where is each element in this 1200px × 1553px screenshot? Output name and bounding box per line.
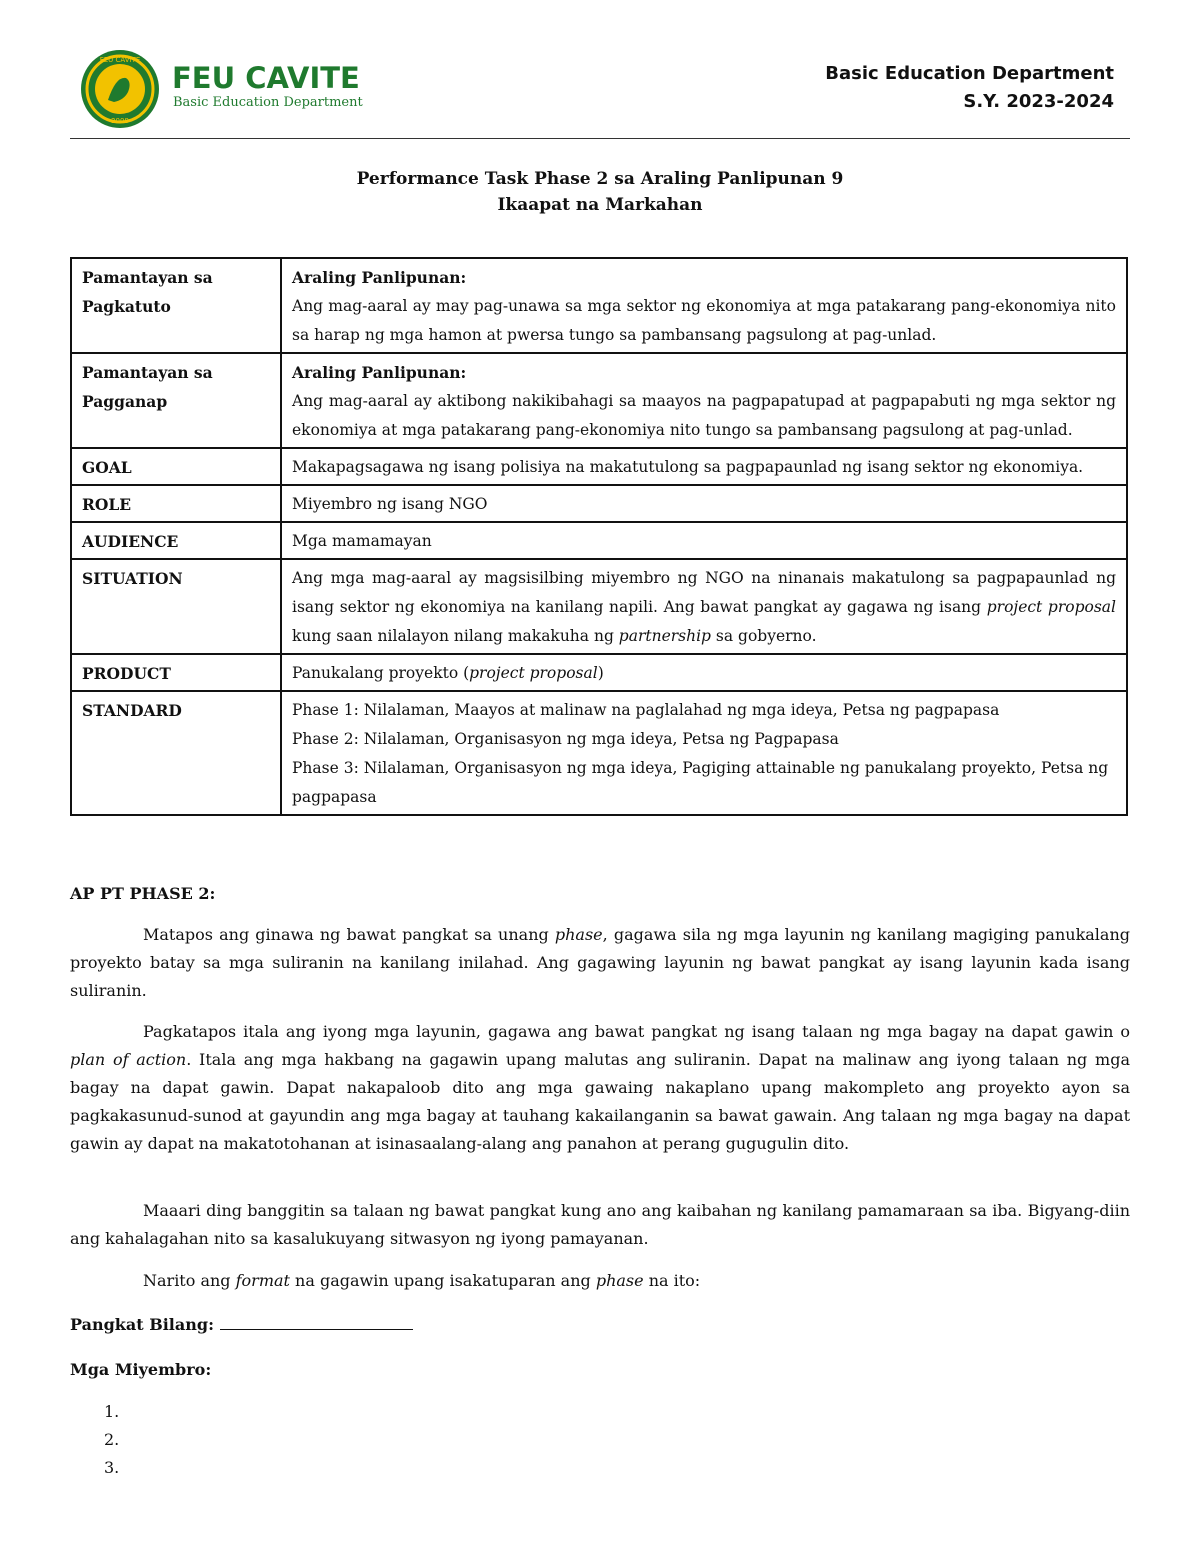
text-run: , gagawa sila ng mga layunin ng kanilang magiging panukalang proyekto batay sa mga suliranin na kanilang inilahad. Ang gagawing layunin ng bawat pangkat ay isang layunin kada isang suliranin. (70, 925, 1130, 1000)
standard-phase-3: Phase 3: Nilalaman, Organisasyon ng mga ideya, Pagiging attainable ng panukalang proyekto, Petsa ng pagpapasa (292, 759, 1109, 806)
text-run: Panukalang proyekto ( (292, 664, 470, 682)
logo-ring-top-text: FEU CAVITE (99, 56, 141, 64)
members-list (104, 1398, 119, 1482)
cell-heading: Araling Panlipunan: (292, 363, 467, 382)
italic-term: plan of action (70, 1050, 187, 1069)
text-run: Pagkatapos itala ang iyong mga layunin, gagawa ang bawat pangkat ng isang talaan ng mga bagay na dapat gawin o (143, 1022, 1130, 1041)
table-row (71, 258, 1127, 353)
text-run: na ito: (643, 1271, 701, 1290)
title-line-1: Performance Task Phase 2 sa Araling Panlipunan 9 (356, 169, 844, 189)
logo-subtitle: Basic Education Department (173, 95, 363, 110)
grasps-table (70, 257, 1128, 816)
row-content (281, 559, 1127, 654)
list-item: 3. (104, 1458, 120, 1477)
page-header (0, 0, 1200, 140)
standard-phase-1: Phase 1: Nilalaman, Maayos at malinaw na paglalahad ng mga ideya, Petsa ng pagpapasa (292, 701, 1000, 719)
paragraph-3: Maaari ding banggitin sa talaan ng bawat pangkat kung ano ang kaibahan ng kanilang pamamaraan sa iba. Bigyang-diin ang kahalagahan nito sa kasalukuyang sitwasyon ng iyong pamayanan. (70, 1201, 1130, 1248)
text-run: Ang mga mag-aaral ay magsisilbing miyembro ng NGO na ninanais makatulong sa pagpapaunlad ng isang sektor ng ekonomiya na kanilang napili. Ang bawat pangkat ay gagawa ng isang (292, 569, 1116, 616)
logo-name: FEU CAVITE (172, 61, 360, 95)
logo-ring-bottom-text: 2009 (111, 117, 129, 125)
table-row (71, 353, 1127, 448)
members-label: Mga Miyembro: (70, 1360, 212, 1379)
text-run: kung saan nilalayon nilang makakuha ng (292, 627, 619, 645)
school-year: S.Y. 2023-2024 (963, 91, 1114, 112)
table-row (71, 485, 1127, 522)
row-content: Miyembro ng isang NGO (281, 485, 1127, 522)
table-row (71, 448, 1127, 485)
table-row (71, 691, 1127, 815)
group-number-blank[interactable] (220, 1311, 413, 1330)
table-row (71, 559, 1127, 654)
italic-term: phase (595, 1271, 644, 1290)
row-content (281, 258, 1127, 353)
group-number-field (70, 1311, 1130, 1339)
italic-term: partnership (618, 627, 711, 645)
text-run: na gagawin upang isakatuparan ang (289, 1271, 596, 1290)
row-content (281, 691, 1127, 815)
italic-term: format (235, 1271, 290, 1290)
cell-text: Ang mag-aaral ay may pag-unawa sa mga sektor ng ekonomiya at mga patakarang pang-ekonomiya nito sa harap ng mga hamon at pwersa tungo sa pambansang pagsulong at pag-unlad. (292, 297, 1116, 344)
text-run: ) (597, 664, 604, 682)
table-row (71, 522, 1127, 559)
row-label: STANDARD (71, 691, 281, 815)
list-item: 1. (104, 1402, 120, 1421)
row-label: ROLE (71, 485, 281, 522)
italic-term: phase (554, 925, 603, 944)
text-run: Narito ang (143, 1271, 236, 1290)
document-title (0, 166, 1200, 218)
italic-term: project proposal (986, 598, 1116, 616)
row-content (281, 353, 1127, 448)
row-content (281, 654, 1127, 691)
table-row (71, 654, 1127, 691)
row-label: GOAL (71, 448, 281, 485)
paragraph-2 (70, 1018, 1130, 1158)
row-label: PRODUCT (71, 654, 281, 691)
paragraph-1 (70, 921, 1130, 1005)
header-divider (70, 138, 1130, 139)
list-item: 2. (104, 1430, 120, 1449)
standard-phase-2: Phase 2: Nilalaman, Organisasyon ng mga ideya, Petsa ng Pagpapasa (292, 730, 839, 748)
section-heading: AP PT PHASE 2: (70, 884, 216, 903)
row-label: SITUATION (71, 559, 281, 654)
text-run: Matapos ang ginawa ng bawat pangkat sa unang (143, 925, 555, 944)
italic-term: project proposal (469, 664, 598, 682)
row-label: AUDIENCE (71, 522, 281, 559)
text-run: . Itala ang mga hakbang na gagawin upang malutas ang suliranin. Dapat na malinaw ang iyong talaan ng mga bagay na dapat gawin. Dapat nakapaloob dito ang mga gawaing nakaplano upang makompleto ang proyekto ayon sa pagkakasunud-sunod at gayundin ang mga bagay at tauhang kakailanganin sa bawat gawain. Ang talaan ng mga bagay na dapat gawin ay dapat na makatotohanan at isinasaalang-alang ang panahon at perang gugugulin dito. (70, 1050, 1130, 1153)
group-number-label: Pangkat Bilang: (70, 1315, 214, 1334)
feu-cavite-logo (80, 48, 380, 132)
cell-text: Ang mag-aaral ay aktibong nakikibahagi sa maayos na pagpapatupad at pagpapabuti ng mga sektor ng ekonomiya at mga patakarang pang-ekonomiya nito tungo sa pambansang pagsulong at pag-unlad. (292, 392, 1116, 439)
row-content: Mga mamamayan (281, 522, 1127, 559)
row-label: Pamantayan sa Pagganap (71, 353, 281, 448)
paragraph-4 (70, 1267, 1130, 1295)
row-content: Makapagsagawa ng isang polisiya na makatutulong sa pagpapaunlad ng isang sektor ng ekonomiya. (281, 448, 1127, 485)
row-label: Pamantayan sa Pagkatuto (71, 258, 281, 353)
header-info (825, 60, 1114, 116)
cell-heading: Araling Panlipunan: (292, 268, 467, 287)
text-run: sa gobyerno. (710, 627, 817, 645)
department-name: Basic Education Department (825, 63, 1114, 84)
title-line-2: Ikaapat na Markahan (497, 195, 703, 215)
